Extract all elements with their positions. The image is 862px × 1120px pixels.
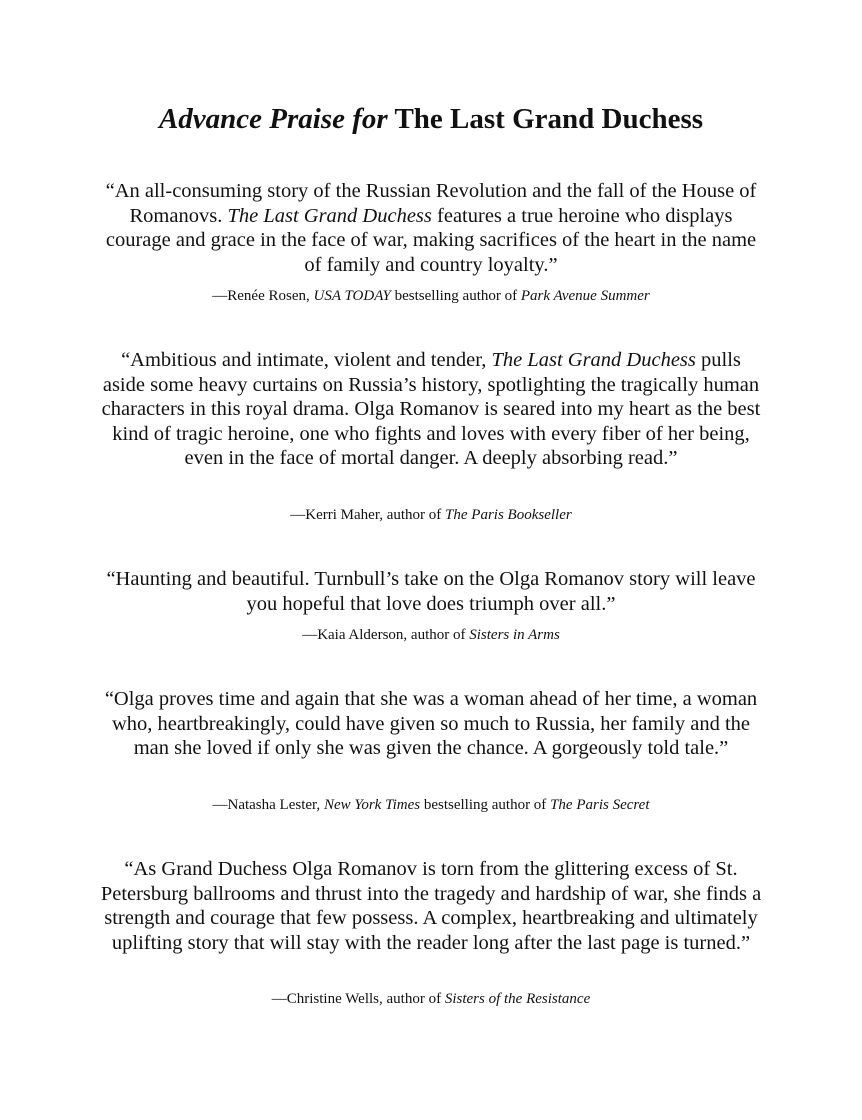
italic-text-run: New York Times: [323, 797, 421, 813]
italic-text-run: Park Avenue Summer: [520, 288, 650, 304]
text-run: “Ambitious and intimate, violent and tender,: [121, 349, 492, 371]
text-run: —Kaia Alderson, author of: [302, 627, 470, 643]
blurb-quote: [100, 179, 762, 277]
italic-text-run: The Paris Secret: [550, 797, 650, 813]
blurb-attribution: [60, 625, 802, 645]
blurb-attribution: [60, 989, 802, 1009]
text-run: features a true heroine who displays courage and grace in the face of war, making sacrifices of the heart in the name of family and country loyalty.”: [105, 204, 757, 276]
text-run: “Olga proves time and again that she was a woman ahead of her time, a woman who, heartbreakingly, could have given so much to Russia, her family and the man she loved if only she was given the chance. A gorgeously told tale.”: [104, 688, 758, 760]
text-run: “An all-consuming story of the Russian Revolution and the fall of the House of Romanovs.: [105, 180, 757, 227]
text-run: —Natasha Lester,: [212, 797, 324, 813]
italic-text-run: The Last Grand Duchess: [491, 349, 696, 371]
blurb-attribution: [60, 505, 802, 525]
italic-text-run: Sisters of the Resistance: [444, 991, 591, 1007]
blurb-quote: [100, 348, 762, 471]
text-run: —Kerri Maher, author of: [290, 507, 446, 523]
italic-text-run: The Paris Bookseller: [445, 507, 572, 523]
title-book-name: The Last Grand Duchess: [394, 103, 704, 135]
text-run: —Christine Wells, author of: [271, 991, 445, 1007]
page-title: [0, 99, 862, 139]
italic-text-run: Sisters in Arms: [469, 627, 560, 643]
italic-text-run: USA TODAY: [313, 288, 391, 304]
blurb-attribution: [60, 286, 802, 306]
title-italic-prefix: Advance Praise for: [158, 103, 388, 135]
blurb-quote: [100, 857, 762, 955]
text-run: “Haunting and beautiful. Turnbull’s take on the Olga Romanov story will leave you hopeful that love does triumph over all.”: [106, 568, 756, 615]
blurb-quote: [100, 687, 762, 761]
blurb-attribution: [60, 795, 802, 815]
text-run: bestselling author of: [420, 797, 551, 813]
italic-text-run: The Last Grand Duchess: [227, 204, 432, 227]
text-run: “As Grand Duchess Olga Romanov is torn from the glittering excess of St. Petersburg ballrooms and thrust into the tragedy and hardship of war, she finds a strength and courage that few possess. A complex, heartbreaking and ultimately uplifting story that will stay with the reader long after the last page is turned.”: [100, 858, 762, 954]
text-run: bestselling author of: [390, 288, 521, 304]
text-run: pulls aside some heavy curtains on Russia’s history, spotlighting the tragically human characters in this royal drama. Olga Romanov is seared into my heart as the best kind of tragic heroine, one who fights and loves with every fiber of her being, even in the face of mortal danger. A deeply absorbing read.”: [101, 349, 761, 470]
text-run: —Renée Rosen,: [212, 288, 314, 304]
blurb-quote: [100, 567, 762, 616]
